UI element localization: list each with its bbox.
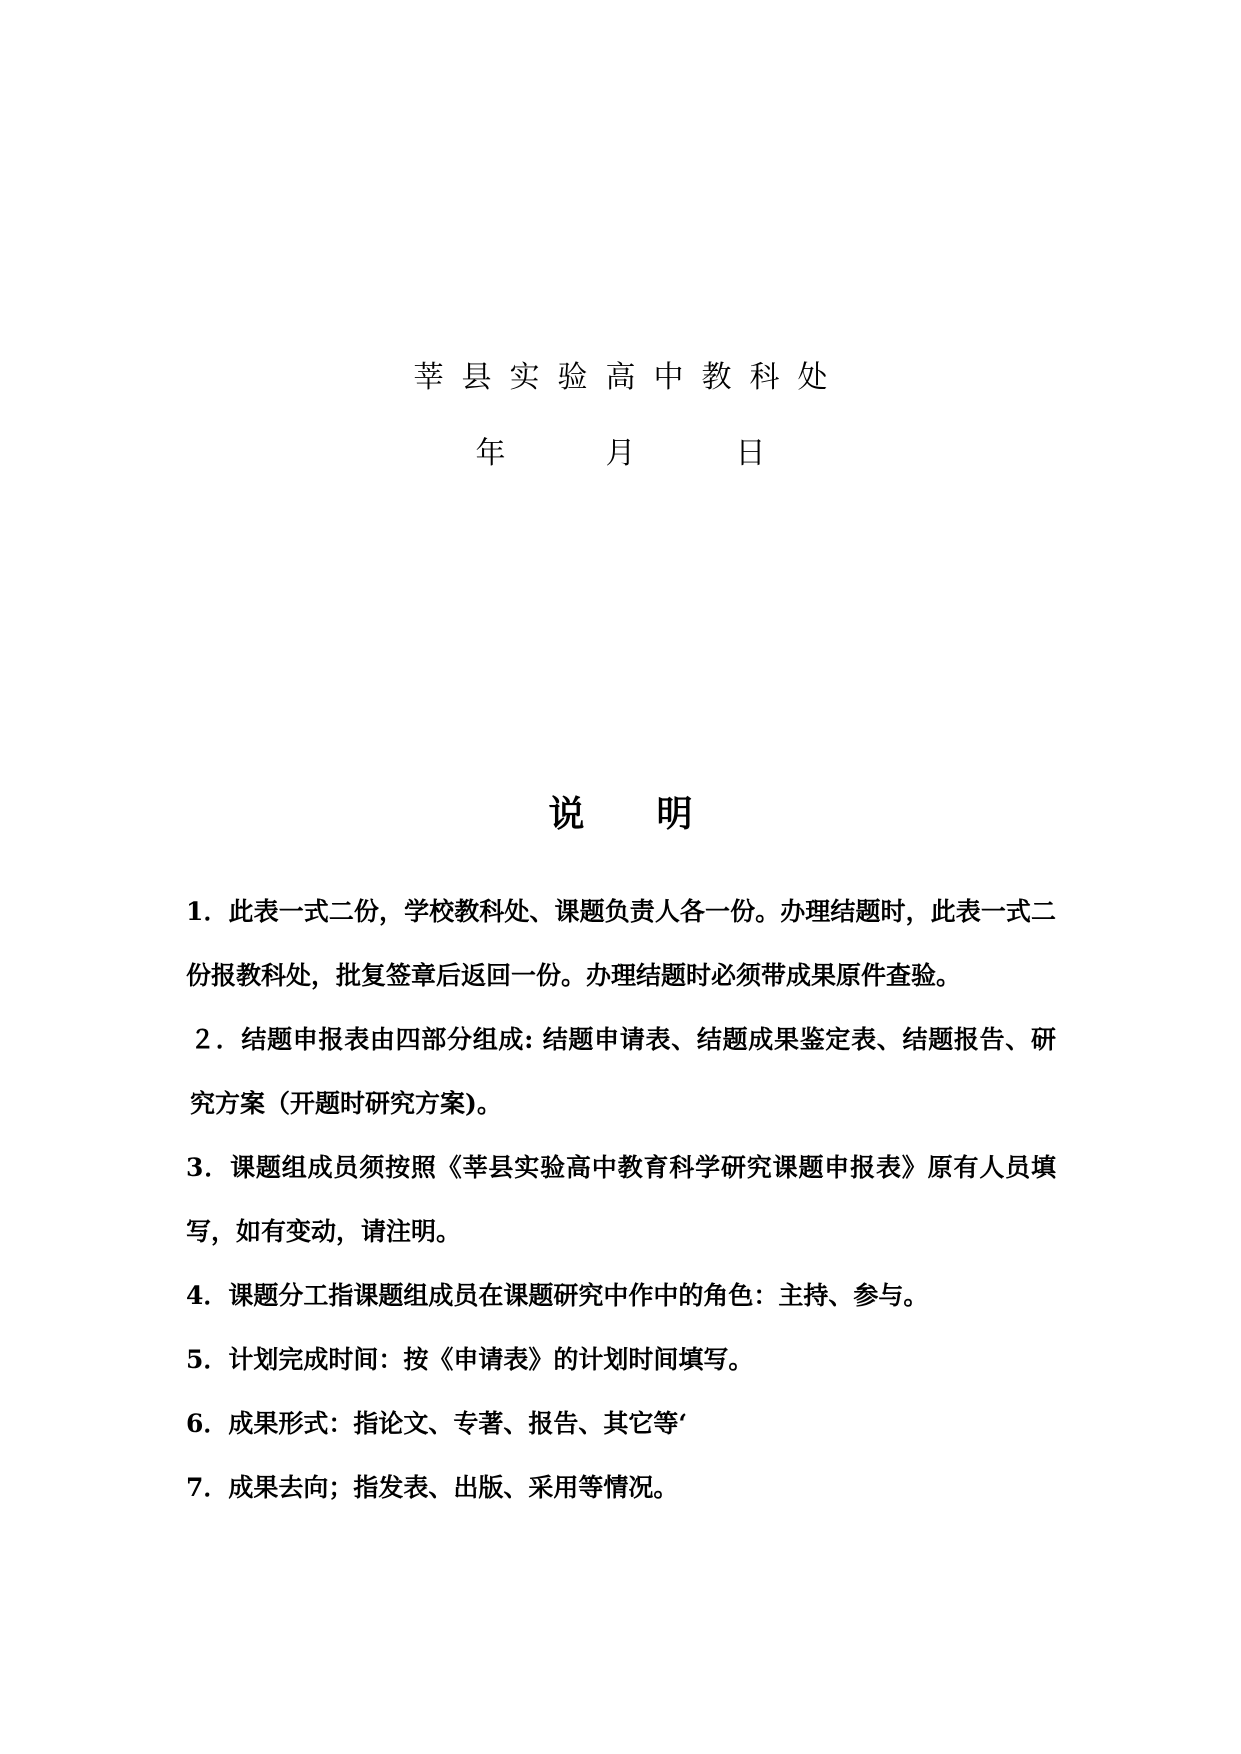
section-heading: 说明 bbox=[548, 793, 765, 835]
instruction-item: 5．计划完成时间：按《申请表》的计划时间填写。 bbox=[186, 1345, 754, 1374]
date-line bbox=[0, 428, 1241, 472]
issuing-office: 莘县实验高中教科处 bbox=[413, 360, 846, 395]
day-label: 日 bbox=[735, 436, 766, 471]
instruction-item: 6．成果形式：指论文、专著、报告、其它等‘ bbox=[186, 1409, 688, 1438]
instruction-item: 3．课题组成员须按照《莘县实验高中教育科学研究课题申报表》原有人员填写，如有变动，请注明。 bbox=[186, 1153, 1056, 1246]
instruction-item: ２．结题申报表由四部分组成: 结题申请表、结题成果鉴定表、结题报告、研究方案（开题时研究方案)。 bbox=[190, 1025, 1056, 1118]
month-label: 月 bbox=[605, 436, 636, 471]
instruction-item: 1．此表一式二份，学校教科处、课题负责人各一份。办理结题时，此表一式二份报教科处，批复签章后返回一份。办理结题时必须带成果原件查验。 bbox=[186, 897, 1056, 990]
instruction-item: 4．课题分工指课题组成员在课题研究中作中的角色：主持、参与。 bbox=[186, 1281, 929, 1310]
instructions-list bbox=[186, 880, 1056, 1520]
year-label: 年 bbox=[475, 436, 506, 471]
instruction-item: 7．成果去向；指发表、出版、采用等情况。 bbox=[186, 1473, 679, 1502]
